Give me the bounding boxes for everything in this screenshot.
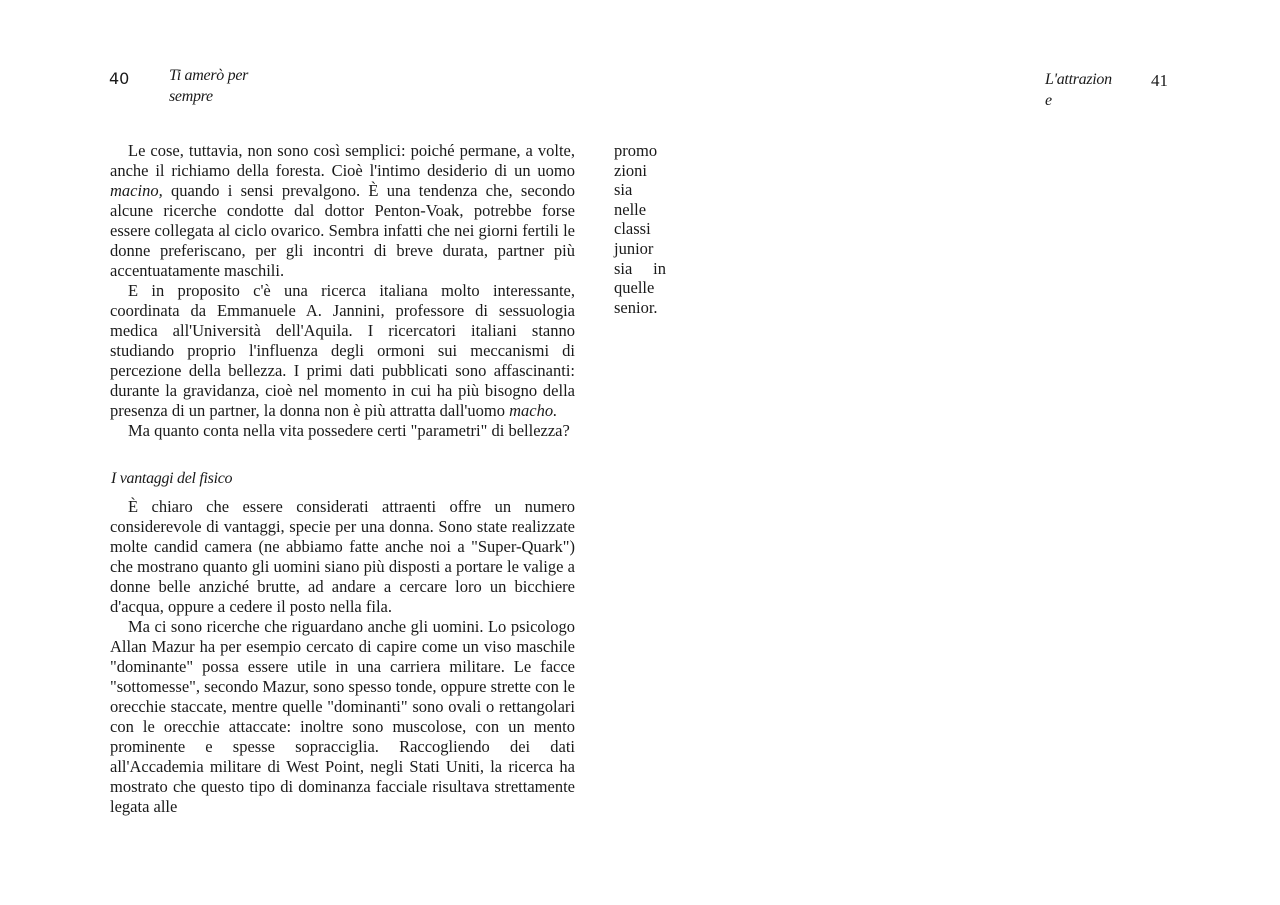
- side-line: sia: [614, 180, 633, 200]
- section-title: I vantaggi del fisico: [111, 470, 233, 487]
- side-line: senior.: [614, 297, 658, 317]
- paragraph-1: [110, 141, 575, 281]
- left-page-number: 40: [109, 69, 130, 88]
- side-line: junior: [614, 238, 654, 258]
- paragraph-5: Ma ci sono ricerche che riguardano anche gli uomini. Lo psicologo Allan Mazur ha per esempio cercato di capire come un viso maschile "dominante" possa essere utile in una carriera militare. Le facce "sottomesse", secondo Mazur, sono spesso tonde, oppure strette con le orecchie staccate, mentre quelle "dominanti" sono ovali o rettangolari con le orecchie attaccate: inoltre sono muscolose, con un mento prominente e spesse sopracciglia. Raccogliendo dei dati all'Accademia militare di West Point, negli Stati Uniti, la ricerca ha mostrato che questo tipo di dominanza facciale risultava strettamente legata alle: [110, 617, 575, 816]
- paragraph-1-text-a: Le cose, tuttavia, non sono così semplici: poiché permane, a volte, anche il richiamo della foresta. Cioè l'intimo desiderio di un uomo: [110, 141, 575, 180]
- side-text-column: [614, 141, 666, 317]
- paragraph-3: Ma quanto conta nella vita possedere certi "parametri" di bellezza?: [128, 421, 570, 440]
- side-word: in: [653, 258, 666, 278]
- paragraph-4: È chiaro che essere considerati attraenti offre un numero considerevole di vantaggi, specie per una donna. Sono state realizzate molte candid camera (ne abbiamo fatte anche noi a "Super-Quark") che mostrano quanto gli uomini siano più disposti a portare le valige a donne belle anziché brutte, ad andare a cercare loro un bicchiere d'acqua, oppure a cedere il posto nella fila.: [110, 497, 575, 616]
- side-word: sia: [614, 258, 633, 278]
- paragraph-1-italic: macino,: [110, 181, 163, 200]
- left-running-title: Ti amerò per sempre: [169, 67, 249, 105]
- paragraph-1-text-b: quando i sensi prevalgono. È una tendenza che, secondo alcune ricerche condotte dal dottor Penton-Voak, potrebbe forse essere collegata al ciclo ovarico. Sembra infatti che nei giorni fertili le donne preferiscano, per gli incontri di breve durata, partner più accentuatamente maschili.: [110, 181, 575, 280]
- side-line: quelle: [614, 278, 655, 298]
- paragraph-2-text: E in proposito c'è una ricerca italiana molto interessante, coordinata da Emmanuele A. Jannini, professore di sessuologia medica all'Università dell'Aquila. I ricercatori italiani stanno studiando proprio l'influenza degli ormoni sui meccanismi di percezione della bellezza. I primi dati pubblicati sono affascinanti: durante la gravidanza, cioè nel momento in cui ha più bisogno della presenza di un partner, la donna non è più attratta dall'uomo: [110, 281, 575, 420]
- side-line: promo: [614, 141, 658, 160]
- paragraph-2-italic: macho.: [509, 401, 558, 420]
- side-line: zioni: [614, 160, 647, 180]
- right-running-title: L'attrazione: [1045, 71, 1112, 109]
- main-text-column: [110, 141, 575, 817]
- right-page-number: 41: [1151, 71, 1168, 90]
- paragraph-2: [110, 281, 575, 421]
- side-line: nelle: [614, 199, 647, 219]
- side-line: classi: [614, 219, 651, 239]
- side-line: [614, 259, 666, 279]
